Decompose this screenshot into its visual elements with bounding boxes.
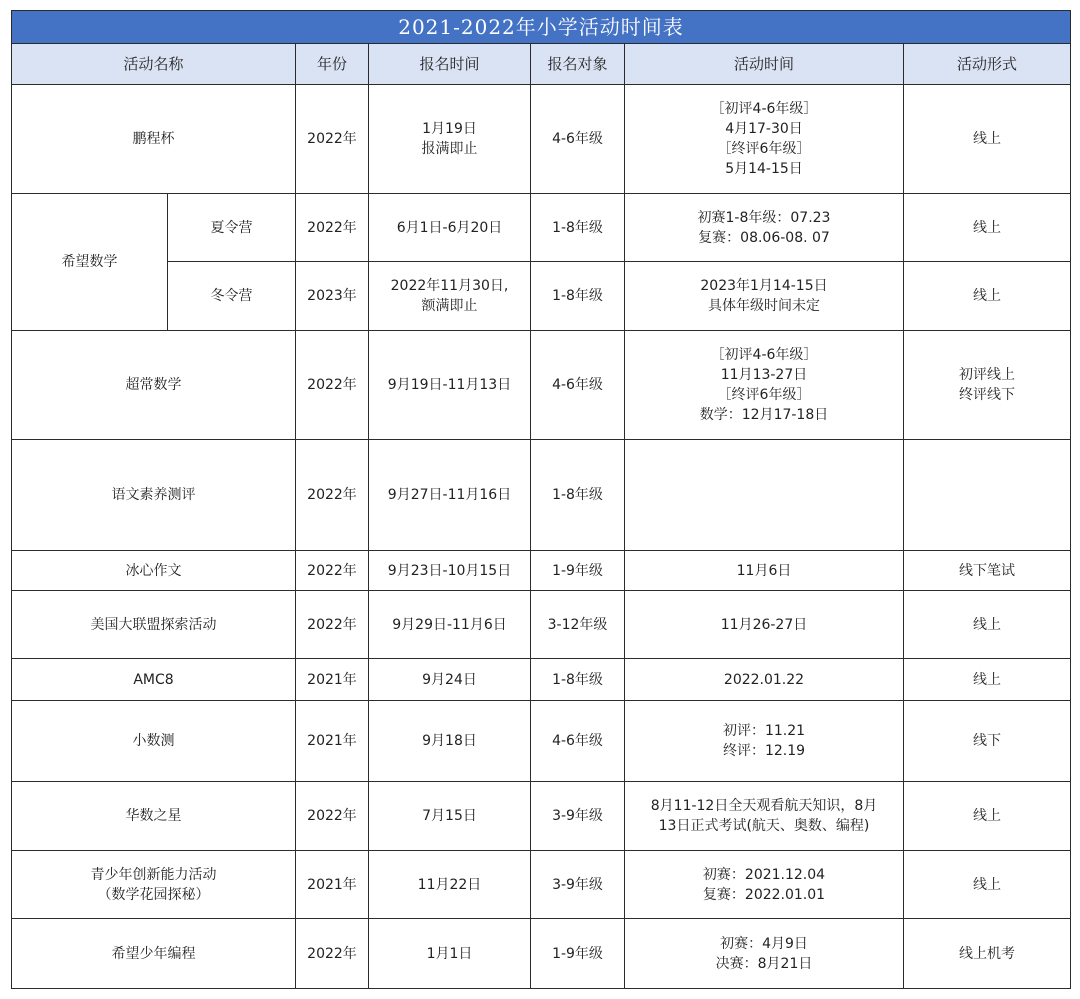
cell-target: 1-8年级: [531, 194, 625, 262]
cell-signup: 1月1日: [369, 919, 531, 989]
table-row: [12, 194, 1071, 262]
cell-format: 线上: [904, 782, 1071, 851]
cell-signup: 6月1日-6月20日: [369, 194, 531, 262]
cell-target: 3-9年级: [531, 851, 625, 919]
cell-target: 1-8年级: [531, 440, 625, 551]
cell-target: 1-9年级: [531, 919, 625, 989]
cell-signup: 2022年11月30日, 额满即止: [369, 262, 531, 331]
cell-year: 2022年: [296, 782, 369, 851]
table-row: [12, 262, 1071, 331]
cell-signup: 9月29日-11月6日: [369, 591, 531, 659]
cell-target: 4-6年级: [531, 701, 625, 782]
cell-year: 2022年: [296, 919, 369, 989]
cell-name: 青少年创新能力活动 （数学花园探秘）: [12, 851, 296, 919]
cell-name: 小数测: [12, 701, 296, 782]
cell-signup: 9月27日-11月16日: [369, 440, 531, 551]
cell-time: ［初评4-6年级］ 11月13-27日 ［终评6年级］ 数学：12月17-18日: [625, 331, 904, 440]
schedule-table: [11, 10, 1071, 989]
cell-name: 超常数学: [12, 331, 296, 440]
cell-time: ［初评4-6年级］ 4月17-30日 ［终评6年级］ 5月14-15日: [625, 85, 904, 194]
cell-year: 2022年: [296, 591, 369, 659]
cell-format: 线上: [904, 85, 1071, 194]
cell-year: 2022年: [296, 194, 369, 262]
cell-name: 华数之星: [12, 782, 296, 851]
cell-signup: 7月15日: [369, 782, 531, 851]
cell-time: 8月11-12日全天观看航天知识，8月 13日正式考试(航天、奥数、编程): [625, 782, 904, 851]
cell-signup: 9月23日-10月15日: [369, 551, 531, 591]
cell-signup: 9月24日: [369, 659, 531, 701]
cell-name: 语文素养测评: [12, 440, 296, 551]
table-title: 2021-2022年小学活动时间表: [12, 11, 1071, 44]
schedule-sheet: [11, 10, 1070, 989]
table-row: [12, 331, 1071, 440]
cell-time: 初赛1-8年级：07.23 复赛：08.06-08. 07: [625, 194, 904, 262]
cell-name: 希望数学: [12, 194, 168, 331]
cell-format: 线上: [904, 591, 1071, 659]
cell-signup: 9月18日: [369, 701, 531, 782]
cell-target: 1-8年级: [531, 659, 625, 701]
cell-subname: 夏令营: [168, 194, 296, 262]
cell-format: 线下: [904, 701, 1071, 782]
cell-format: 初评线上 终评线下: [904, 331, 1071, 440]
header-target: 报名对象: [531, 44, 625, 85]
cell-year: 2022年: [296, 440, 369, 551]
table-row: [12, 701, 1071, 782]
header-year: 年份: [296, 44, 369, 85]
cell-signup: 11月22日: [369, 851, 531, 919]
cell-name: 冰心作文: [12, 551, 296, 591]
cell-format: 线上: [904, 851, 1071, 919]
cell-time: 11月6日: [625, 551, 904, 591]
cell-name: 鹏程杯: [12, 85, 296, 194]
header-format: 活动形式: [904, 44, 1071, 85]
table-row: [12, 591, 1071, 659]
cell-time: 2023年1月14-15日 具体年级时间未定: [625, 262, 904, 331]
table-row: [12, 851, 1071, 919]
cell-time: 11月26-27日: [625, 591, 904, 659]
cell-time: 2022.01.22: [625, 659, 904, 701]
table-row: [12, 659, 1071, 701]
cell-target: 3-12年级: [531, 591, 625, 659]
cell-format: 线上: [904, 194, 1071, 262]
cell-format: 线上: [904, 659, 1071, 701]
table-row: [12, 440, 1071, 551]
cell-name: 希望少年编程: [12, 919, 296, 989]
header-name: 活动名称: [12, 44, 296, 85]
header-row: [12, 44, 1071, 85]
cell-name: AMC8: [12, 659, 296, 701]
cell-year: 2022年: [296, 85, 369, 194]
table-row: [12, 919, 1071, 989]
header-signup: 报名时间: [369, 44, 531, 85]
cell-time: 初赛：2021.12.04 复赛：2022.01.01: [625, 851, 904, 919]
cell-target: 3-9年级: [531, 782, 625, 851]
cell-signup: 9月19日-11月13日: [369, 331, 531, 440]
header-time: 活动时间: [625, 44, 904, 85]
cell-target: 4-6年级: [531, 85, 625, 194]
cell-target: 1-9年级: [531, 551, 625, 591]
cell-year: 2021年: [296, 701, 369, 782]
cell-format: 线下笔试: [904, 551, 1071, 591]
cell-format: [904, 440, 1071, 551]
table-row: [12, 782, 1071, 851]
table-row: [12, 85, 1071, 194]
cell-name: 美国大联盟探索活动: [12, 591, 296, 659]
cell-time: 初赛：4月9日 决赛：8月21日: [625, 919, 904, 989]
cell-format: 线上: [904, 262, 1071, 331]
cell-year: 2021年: [296, 659, 369, 701]
cell-time: 初评：11.21 终评：12.19: [625, 701, 904, 782]
table-row: [12, 551, 1071, 591]
cell-subname: 冬令营: [168, 262, 296, 331]
cell-target: 1-8年级: [531, 262, 625, 331]
cell-year: 2023年: [296, 262, 369, 331]
cell-year: 2021年: [296, 851, 369, 919]
cell-time: [625, 440, 904, 551]
cell-target: 4-6年级: [531, 331, 625, 440]
cell-format: 线上机考: [904, 919, 1071, 989]
cell-year: 2022年: [296, 331, 369, 440]
cell-year: 2022年: [296, 551, 369, 591]
cell-signup: 1月19日 报满即止: [369, 85, 531, 194]
